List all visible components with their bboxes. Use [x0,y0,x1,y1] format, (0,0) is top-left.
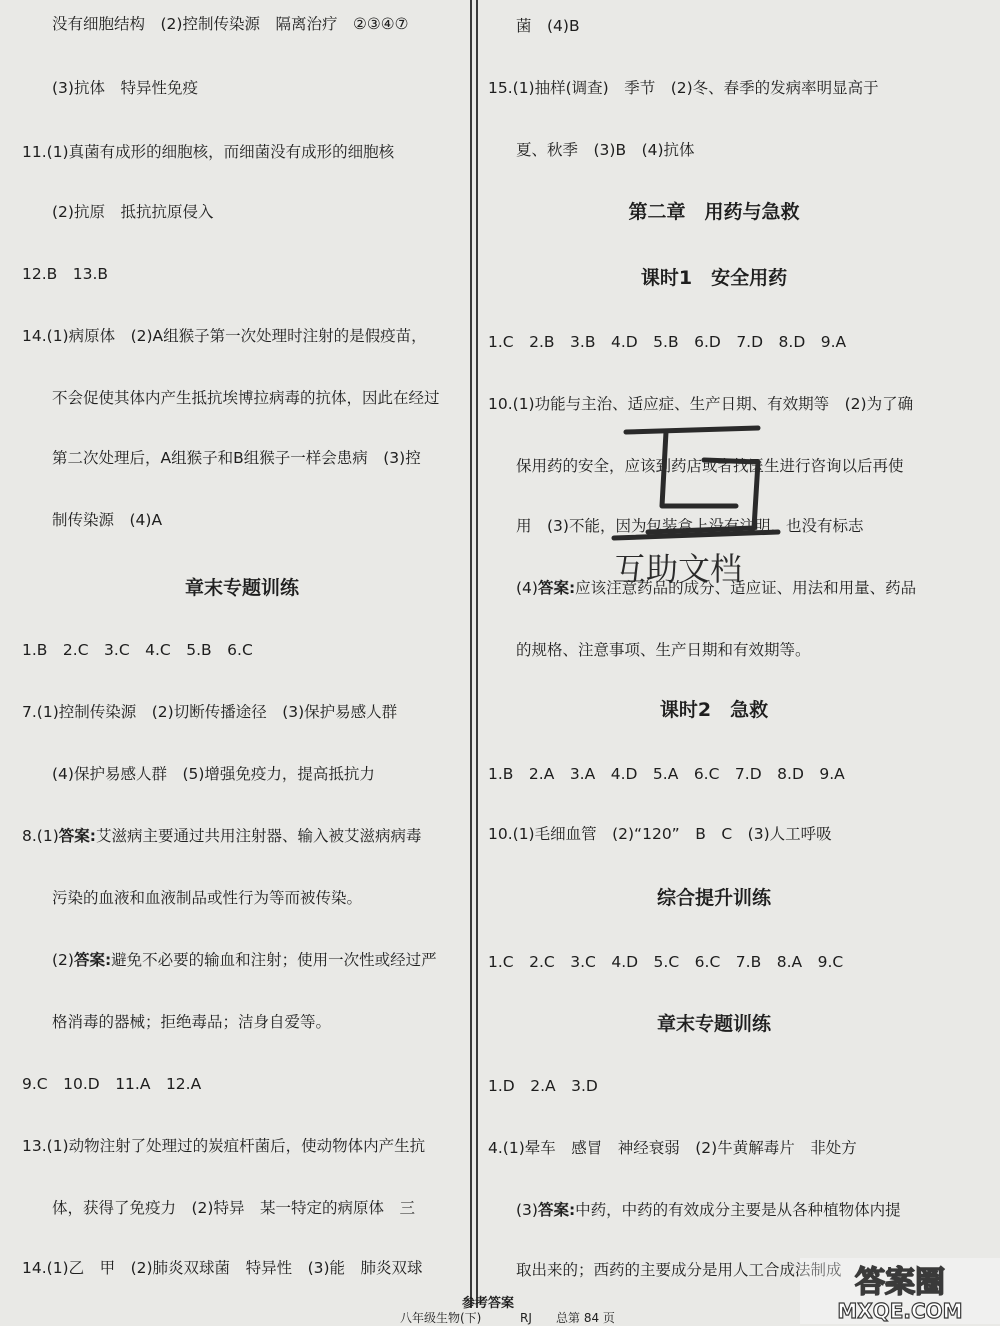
text-line: 9.C 10.D 11.A 12.A [22,1075,202,1093]
text-line: 保用药的安全，应该到药店或者找医生进行咨询以后再使 [516,457,904,475]
text-line: 15.(1)抽样(调查) 季节 (2)冬、春季的发病率明显高于 [488,79,879,97]
answer-label: 答案: [58,827,96,845]
column-divider [476,0,478,1308]
text-line: 11.(1)真菌有成形的细胞核，而细菌没有成形的细胞核 [22,143,395,161]
text-line: 12.B 13.B [22,265,109,283]
text-line: 14.(1)病原体 (2)A组猴子第一次处理时注射的是假疫苗， [22,327,427,345]
text-line: 10.(1)功能与主治、适应症、生产日期、有效期等 (2)为了确 [488,395,914,413]
section-heading-review: 章末专题训练 [184,577,299,599]
text-line: 1.C 2.B 3.B 4.D 5.B 6.D 7.D 8.D 9.A [488,333,847,351]
text-line: 第二次处理后，A组猴子和B组猴子一样会患病 (3)控 [52,449,421,467]
text-line: 7.(1)控制传染源 (2)切断传播途径 (3)保护易感人群 [22,703,398,721]
text-line [516,1200,901,1220]
section-heading-review: 章末专题训练 [656,1013,771,1035]
answer-text: 应该注意药品的成分、适应证、用法和用量、药品 [575,579,917,597]
text-line [52,950,437,970]
watermark-url: MXQE.COM [837,1299,963,1323]
stamp-text: 互助文档 [614,550,743,588]
text-line: 制传染源 (4)A [52,511,163,529]
text-line: 1.B 2.C 3.C 4.C 5.B 6.C [22,641,253,659]
answer-label: 答案: [537,579,576,597]
question-number: (3) [516,1201,538,1219]
text-line: 4.(1)晕车 感冒 神经衰弱 (2)牛黄解毒片 非处方 [488,1139,857,1157]
answer-label: 答案: [73,951,112,969]
text-line: 菌 (4)B [516,17,580,35]
answer-label: 答案: [537,1201,576,1219]
text-line: (4)保护易感人群 (5)增强免疫力，提高抵抗力 [52,765,375,783]
chapter-title: 第二章 用药与急救 [628,201,800,223]
question-number: (2) [52,951,74,969]
section-heading-comprehensive: 综合提升训练 [656,887,771,909]
column-divider [470,0,472,1308]
text-line: 取出来的；西药的主要成分是用人工合成法制成 [516,1261,842,1279]
text-line: 格消毒的器械；拒绝毒品；洁身自爱等。 [52,1013,332,1031]
text-line: 不会促使其体内产生抵抗埃博拉病毒的抗体，因此在经过 [52,389,440,407]
question-number: (4) [516,579,538,597]
answer-text: 避免不必要的输血和注射；使用一次性或经过严 [111,951,437,969]
lesson-title-first-aid: 课时2 急救 [659,699,769,721]
text-line: 夏、秋季 (3)B (4)抗体 [516,141,695,159]
text-line: 污染的血液和血液制品或性行为等而被传染。 [52,889,363,907]
footer-edition: RJ [520,1311,532,1325]
text-line: 1.C 2.C 3.C 4.D 5.C 6.C 7.B 8.A 9.C [488,953,844,971]
text-line: 10.(1)毛细血管 (2)“120” B C (3)人工呼吸 [488,825,832,843]
lesson-title-safe-medication: 课时1 安全用药 [640,267,788,289]
watermark-logo [800,1258,1000,1324]
text-line: 13.(1)动物注射了处理过的炭疽杆菌后，使动物体内产生抗 [22,1137,426,1155]
question-number: 8.(1) [22,827,59,845]
stamp-mark [608,420,788,590]
text-line: 没有细胞结构 (2)控制传染源 隔离治疗 ②③④⑦ [52,15,409,33]
text-line [516,578,916,598]
footer-grade: 八年级生物(下) [400,1311,482,1325]
text-line: (3)抗体 特异性免疫 [52,79,198,97]
text-line: (2)抗原 抵抗抗原侵入 [52,203,214,221]
text-line: 14.(1)乙 甲 (2)肺炎双球菌 特异性 (3)能 肺炎双球 [22,1259,423,1277]
text-line: 1.B 2.A 3.A 4.D 5.A 6.C 7.D 8.D 9.A [488,765,845,783]
text-line: 的规格、注意事项、生产日期和有效期等。 [516,641,811,659]
footer-title: 参考答案 [462,1296,515,1311]
footer-page-number: 总第 84 页 [556,1311,615,1325]
text-line: 用 (3)不能，因为包装盒上没有注明，也没有标志 [516,517,864,535]
answer-text: 艾滋病主要通过共用注射器、输入被艾滋病病毒 [95,827,422,845]
text-line: 体，获得了免疫力 (2)特异 某一特定的病原体 三 [52,1199,415,1217]
answer-text: 中药，中药的有效成分主要是从各种植物体内提 [575,1201,901,1219]
text-line [22,826,421,846]
text-line: 1.D 2.A 3.D [488,1077,598,1095]
watermark-title: 答案圈 [855,1265,945,1300]
